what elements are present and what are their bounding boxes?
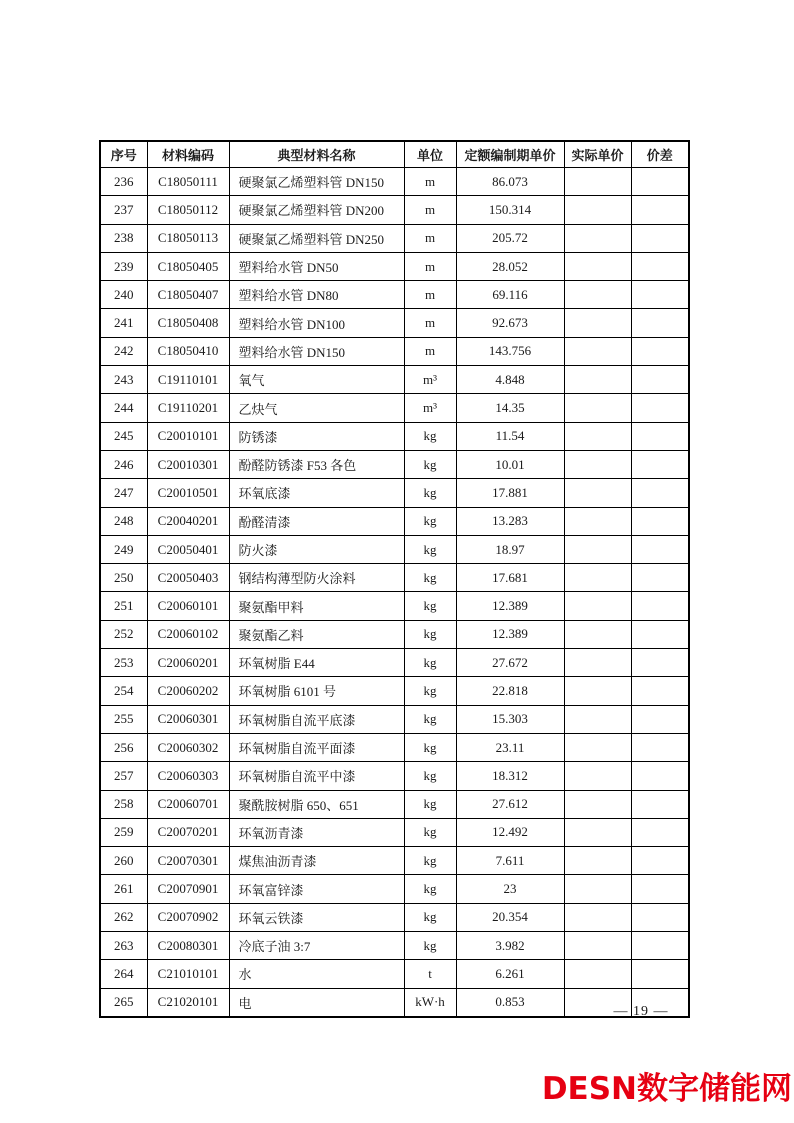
actual-price-cell (564, 281, 631, 309)
material-price-table (99, 140, 690, 1018)
header-row (100, 141, 689, 168)
row-index: 247 (100, 479, 147, 507)
actual-price-cell (564, 564, 631, 592)
quota-price-cell: 150.314 (456, 196, 564, 224)
price-diff-cell (631, 960, 689, 988)
table-row (100, 932, 689, 960)
table-row (100, 535, 689, 563)
price-diff-cell (631, 450, 689, 478)
actual-price-cell (564, 196, 631, 224)
unit-cell: kg (404, 677, 456, 705)
table-row (100, 847, 689, 875)
table-row (100, 903, 689, 931)
material-name-cell: 环氧树脂自流平中漆 (229, 762, 404, 790)
row-index: 256 (100, 733, 147, 761)
price-diff-cell (631, 847, 689, 875)
table-row (100, 337, 689, 365)
actual-price-cell (564, 932, 631, 960)
row-index: 265 (100, 988, 147, 1017)
material-name-cell: 防锈漆 (229, 422, 404, 450)
unit-cell: kg (404, 592, 456, 620)
material-name-cell: 冷底子油 3:7 (229, 932, 404, 960)
material-code-cell: C20010501 (147, 479, 229, 507)
row-index: 236 (100, 168, 147, 196)
quota-price-cell: 18.312 (456, 762, 564, 790)
quota-price-cell: 3.982 (456, 932, 564, 960)
table-row (100, 988, 689, 1017)
unit-cell: m (404, 224, 456, 252)
table-row (100, 281, 689, 309)
actual-price-cell (564, 479, 631, 507)
unit-cell: m³ (404, 366, 456, 394)
unit-cell: kg (404, 733, 456, 761)
material-code-cell: C21010101 (147, 960, 229, 988)
price-diff-cell (631, 620, 689, 648)
table-row (100, 677, 689, 705)
price-diff-cell (631, 394, 689, 422)
row-index: 248 (100, 507, 147, 535)
material-name-cell: 环氧树脂 6101 号 (229, 677, 404, 705)
quota-price-cell: 6.261 (456, 960, 564, 988)
material-name-cell: 酚醛清漆 (229, 507, 404, 535)
row-index: 242 (100, 337, 147, 365)
row-index: 264 (100, 960, 147, 988)
material-name-cell: 环氧沥青漆 (229, 818, 404, 846)
unit-cell: m (404, 168, 456, 196)
unit-cell: m (404, 281, 456, 309)
material-code-cell: C20060302 (147, 733, 229, 761)
material-name-cell: 塑料给水管 DN100 (229, 309, 404, 337)
material-code-cell: C20060303 (147, 762, 229, 790)
material-name-cell: 酚醛防锈漆 F53 各色 (229, 450, 404, 478)
actual-price-cell (564, 337, 631, 365)
actual-price-cell (564, 450, 631, 478)
column-header-index: 序号 (100, 141, 147, 168)
table-row (100, 394, 689, 422)
unit-cell: kW·h (404, 988, 456, 1017)
material-name-cell: 塑料给水管 DN150 (229, 337, 404, 365)
material-code-cell: C18050407 (147, 281, 229, 309)
material-code-cell: C20070301 (147, 847, 229, 875)
material-name-cell: 环氧云铁漆 (229, 903, 404, 931)
material-code-cell: C20080301 (147, 932, 229, 960)
material-code-cell: C21020101 (147, 988, 229, 1017)
quota-price-cell: 28.052 (456, 252, 564, 280)
actual-price-cell (564, 592, 631, 620)
site-logo: DESN数字储能网 (541, 1071, 792, 1107)
row-index: 240 (100, 281, 147, 309)
actual-price-cell (564, 847, 631, 875)
material-name-cell: 聚氨酯甲料 (229, 592, 404, 620)
quota-price-cell: 205.72 (456, 224, 564, 252)
unit-cell: kg (404, 479, 456, 507)
quota-price-cell: 13.283 (456, 507, 564, 535)
material-code-cell: C20060101 (147, 592, 229, 620)
quota-price-cell: 143.756 (456, 337, 564, 365)
quota-price-cell: 92.673 (456, 309, 564, 337)
unit-cell: kg (404, 875, 456, 903)
row-index: 259 (100, 818, 147, 846)
material-name-cell: 硬聚氯乙烯塑料管 DN250 (229, 224, 404, 252)
unit-cell: m (404, 196, 456, 224)
table-row (100, 649, 689, 677)
actual-price-cell (564, 252, 631, 280)
material-code-cell: C18050111 (147, 168, 229, 196)
material-code-cell: C19110201 (147, 394, 229, 422)
unit-cell: m³ (404, 394, 456, 422)
price-diff-cell (631, 252, 689, 280)
quota-price-cell: 7.611 (456, 847, 564, 875)
quota-price-cell: 20.354 (456, 903, 564, 931)
material-name-cell: 塑料给水管 DN80 (229, 281, 404, 309)
quota-price-cell: 86.073 (456, 168, 564, 196)
material-name-cell: 电 (229, 988, 404, 1017)
unit-cell: kg (404, 847, 456, 875)
price-diff-cell (631, 733, 689, 761)
actual-price-cell (564, 168, 631, 196)
actual-price-cell (564, 733, 631, 761)
material-name-cell: 煤焦油沥青漆 (229, 847, 404, 875)
quota-price-cell: 11.54 (456, 422, 564, 450)
quota-price-cell: 14.35 (456, 394, 564, 422)
price-diff-cell (631, 903, 689, 931)
row-index: 244 (100, 394, 147, 422)
material-name-cell: 乙炔气 (229, 394, 404, 422)
row-index: 246 (100, 450, 147, 478)
unit-cell: kg (404, 705, 456, 733)
table-row (100, 875, 689, 903)
row-index: 250 (100, 564, 147, 592)
material-name-cell: 氧气 (229, 366, 404, 394)
unit-cell: kg (404, 903, 456, 931)
table-row (100, 366, 689, 394)
table-row (100, 450, 689, 478)
table-row (100, 705, 689, 733)
table-row (100, 168, 689, 196)
row-index: 239 (100, 252, 147, 280)
table-row (100, 479, 689, 507)
material-name-cell: 硬聚氯乙烯塑料管 DN200 (229, 196, 404, 224)
material-name-cell: 环氧富锌漆 (229, 875, 404, 903)
material-code-cell: C20010101 (147, 422, 229, 450)
row-index: 258 (100, 790, 147, 818)
quota-price-cell: 22.818 (456, 677, 564, 705)
actual-price-cell (564, 875, 631, 903)
unit-cell: m (404, 337, 456, 365)
material-code-cell: C20060202 (147, 677, 229, 705)
unit-cell: kg (404, 450, 456, 478)
price-diff-cell (631, 790, 689, 818)
price-diff-cell (631, 875, 689, 903)
unit-cell: kg (404, 422, 456, 450)
actual-price-cell (564, 790, 631, 818)
actual-price-cell (564, 960, 631, 988)
actual-price-cell (564, 818, 631, 846)
row-index: 249 (100, 535, 147, 563)
price-diff-cell (631, 592, 689, 620)
price-diff-cell (631, 818, 689, 846)
table-row (100, 564, 689, 592)
material-code-cell: C20060201 (147, 649, 229, 677)
unit-cell: kg (404, 932, 456, 960)
row-index: 255 (100, 705, 147, 733)
price-diff-cell (631, 196, 689, 224)
row-index: 252 (100, 620, 147, 648)
table-row (100, 960, 689, 988)
price-diff-cell (631, 535, 689, 563)
price-diff-cell (631, 309, 689, 337)
quota-price-cell: 23.11 (456, 733, 564, 761)
material-code-cell: C18050408 (147, 309, 229, 337)
unit-cell: m (404, 252, 456, 280)
row-index: 238 (100, 224, 147, 252)
material-name-cell: 聚酰胺树脂 650、651 (229, 790, 404, 818)
material-name-cell: 环氧底漆 (229, 479, 404, 507)
material-code-cell: C20040201 (147, 507, 229, 535)
quota-price-cell: 4.848 (456, 366, 564, 394)
column-header-code: 材料编码 (147, 141, 229, 168)
table-row (100, 818, 689, 846)
table-row (100, 762, 689, 790)
quota-price-cell: 12.389 (456, 620, 564, 648)
material-code-cell: C20070902 (147, 903, 229, 931)
column-header-name: 典型材料名称 (229, 141, 404, 168)
row-index: 261 (100, 875, 147, 903)
material-name-cell: 塑料给水管 DN50 (229, 252, 404, 280)
table-row (100, 196, 689, 224)
row-index: 263 (100, 932, 147, 960)
material-code-cell: C20010301 (147, 450, 229, 478)
unit-cell: kg (404, 620, 456, 648)
price-diff-cell (631, 224, 689, 252)
unit-cell: kg (404, 649, 456, 677)
material-name-cell: 聚氨酯乙料 (229, 620, 404, 648)
quota-price-cell: 0.853 (456, 988, 564, 1017)
material-code-cell: C20060301 (147, 705, 229, 733)
row-index: 262 (100, 903, 147, 931)
actual-price-cell (564, 762, 631, 790)
quota-price-cell: 69.116 (456, 281, 564, 309)
column-header-actual-price: 实际单价 (564, 141, 631, 168)
actual-price-cell (564, 677, 631, 705)
actual-price-cell (564, 507, 631, 535)
unit-cell: kg (404, 762, 456, 790)
price-diff-cell (631, 762, 689, 790)
table-row (100, 592, 689, 620)
material-name-cell: 硬聚氯乙烯塑料管 DN150 (229, 168, 404, 196)
price-diff-cell (631, 564, 689, 592)
row-index: 260 (100, 847, 147, 875)
material-code-cell: C20060102 (147, 620, 229, 648)
column-header-quota-price: 定额编制期单价 (456, 141, 564, 168)
quota-price-cell: 27.672 (456, 649, 564, 677)
price-diff-cell (631, 281, 689, 309)
table-row (100, 733, 689, 761)
unit-cell: m (404, 309, 456, 337)
actual-price-cell (564, 705, 631, 733)
unit-cell: kg (404, 535, 456, 563)
material-name-cell: 钢结构薄型防火涂料 (229, 564, 404, 592)
row-index: 243 (100, 366, 147, 394)
price-diff-cell (631, 422, 689, 450)
material-code-cell: C18050113 (147, 224, 229, 252)
column-header-price-diff: 价差 (631, 141, 689, 168)
actual-price-cell (564, 422, 631, 450)
actual-price-cell (564, 224, 631, 252)
table-row (100, 224, 689, 252)
material-name-cell: 环氧树脂 E44 (229, 649, 404, 677)
material-code-cell: C20070201 (147, 818, 229, 846)
actual-price-cell (564, 366, 631, 394)
row-index: 257 (100, 762, 147, 790)
table-row (100, 620, 689, 648)
row-index: 253 (100, 649, 147, 677)
price-diff-cell (631, 649, 689, 677)
table-row (100, 309, 689, 337)
price-diff-cell (631, 677, 689, 705)
quota-price-cell: 10.01 (456, 450, 564, 478)
row-index: 251 (100, 592, 147, 620)
material-name-cell: 防火漆 (229, 535, 404, 563)
unit-cell: kg (404, 818, 456, 846)
price-diff-cell (631, 507, 689, 535)
table-row (100, 790, 689, 818)
row-index: 237 (100, 196, 147, 224)
price-diff-cell (631, 479, 689, 507)
material-code-cell: C18050410 (147, 337, 229, 365)
unit-cell: kg (404, 790, 456, 818)
actual-price-cell (564, 620, 631, 648)
quota-price-cell: 23 (456, 875, 564, 903)
actual-price-cell (564, 649, 631, 677)
quota-price-cell: 27.612 (456, 790, 564, 818)
row-index: 254 (100, 677, 147, 705)
price-diff-cell (631, 366, 689, 394)
quota-price-cell: 17.881 (456, 479, 564, 507)
material-name-cell: 环氧树脂自流平底漆 (229, 705, 404, 733)
quota-price-cell: 12.389 (456, 592, 564, 620)
price-diff-cell (631, 932, 689, 960)
material-code-cell: C20070901 (147, 875, 229, 903)
unit-cell: kg (404, 564, 456, 592)
actual-price-cell (564, 903, 631, 931)
unit-cell: t (404, 960, 456, 988)
price-diff-cell (631, 168, 689, 196)
row-index: 241 (100, 309, 147, 337)
material-code-cell: C19110101 (147, 366, 229, 394)
price-diff-cell (631, 337, 689, 365)
actual-price-cell (564, 535, 631, 563)
table-row (100, 422, 689, 450)
table-row (100, 507, 689, 535)
quota-price-cell: 12.492 (456, 818, 564, 846)
material-code-cell: C20050401 (147, 535, 229, 563)
actual-price-cell (564, 394, 631, 422)
page-number: — 19 — (613, 1004, 669, 1019)
table-body (100, 168, 689, 1017)
material-code-cell: C18050405 (147, 252, 229, 280)
material-code-cell: C20060701 (147, 790, 229, 818)
material-name-cell: 环氧树脂自流平面漆 (229, 733, 404, 761)
unit-cell: kg (404, 507, 456, 535)
row-index: 245 (100, 422, 147, 450)
material-name-cell: 水 (229, 960, 404, 988)
column-header-unit: 单位 (404, 141, 456, 168)
actual-price-cell (564, 309, 631, 337)
table-row (100, 252, 689, 280)
table-header (100, 141, 689, 168)
price-diff-cell (631, 705, 689, 733)
material-code-cell: C20050403 (147, 564, 229, 592)
quota-price-cell: 15.303 (456, 705, 564, 733)
material-code-cell: C18050112 (147, 196, 229, 224)
quota-price-cell: 18.97 (456, 535, 564, 563)
quota-price-cell: 17.681 (456, 564, 564, 592)
